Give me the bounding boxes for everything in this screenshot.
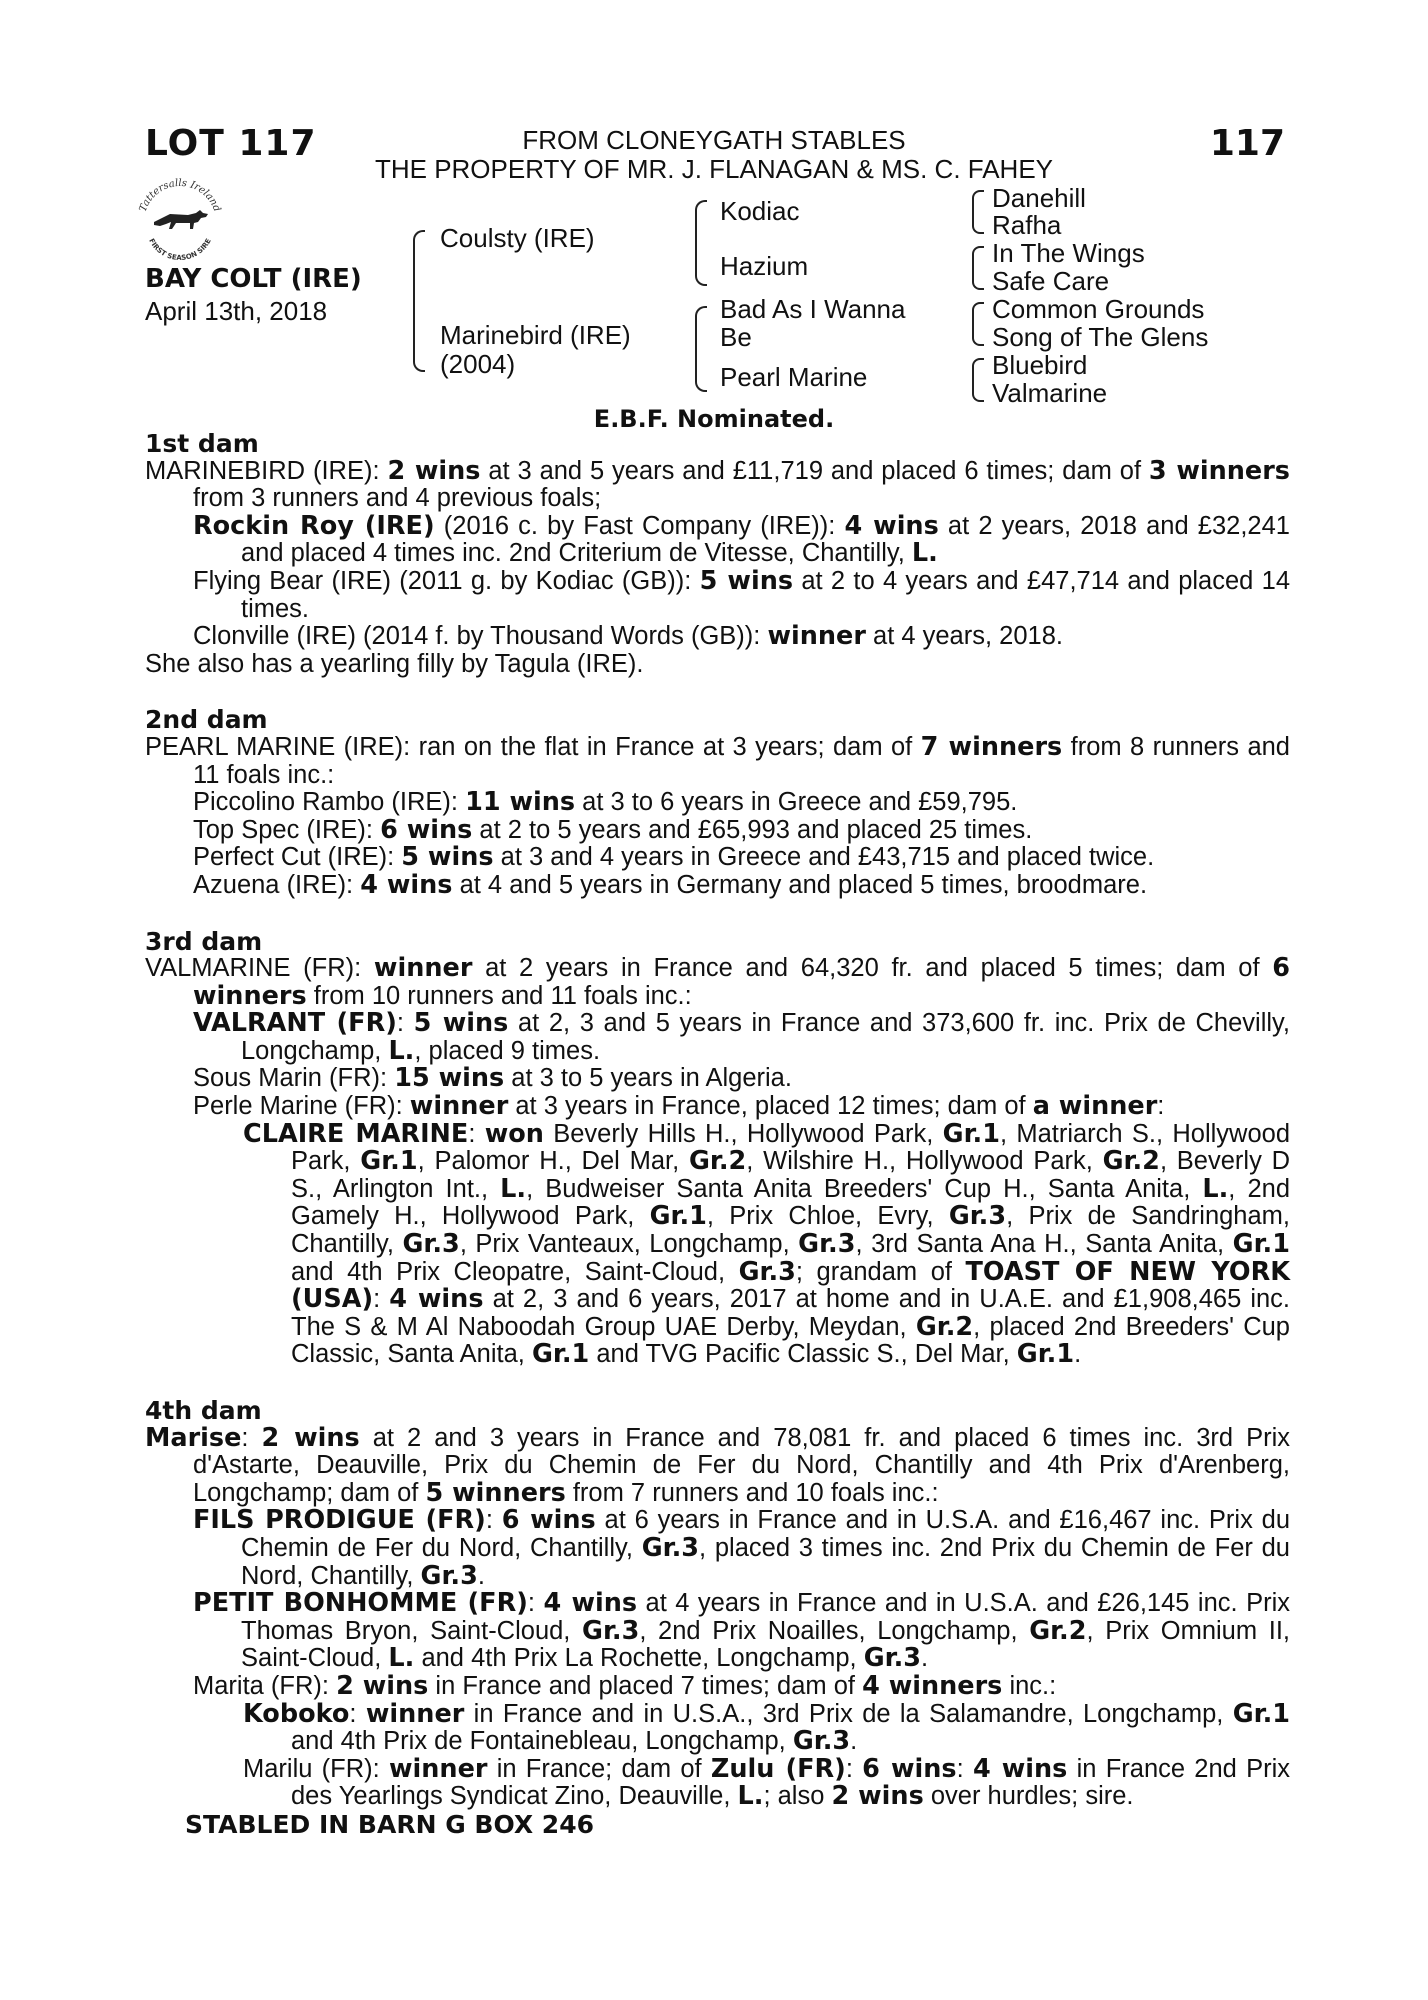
pedigree-brace-dam <box>695 306 707 392</box>
pedigree-sire-sire: Kodiac <box>720 196 800 226</box>
dam-entry: Marise: 2 wins at 2 and 3 years in France and 78,081 fr. and placed 6 times inc. 3rd Prix d'Astarte, Deauville, Prix du Chemin de Fer du Nord, Chantilly and 4th Prix d'Arenberg, Longchamp; dam of 5 winners from 7 runners and 10 foals inc.: <box>145 1422 1290 1508</box>
produce-entry: Clonville (IRE) (2014 f. by Thousand Words (GB)): winner at 4 years, 2018. <box>193 621 1063 652</box>
section-heading: 1st dam <box>145 429 259 458</box>
pedigree-brace-sd <box>972 246 984 290</box>
produce-entry: VALRANT (FR): 5 wins at 2, 3 and 5 years in France and 373,600 fr. inc. Prix de Chevilly, Longchamp, L., placed 9 times. <box>193 1008 1290 1066</box>
consignor-line: FROM CLONEYGATH STABLES <box>522 125 906 155</box>
pedigree-dam-dam: Pearl Marine <box>720 362 868 392</box>
dam-entry: PEARL MARINE (IRE): ran on the flat in France at 3 years; dam of 7 winners from 8 runners and 11 foals inc.: <box>145 731 1290 789</box>
section-heading: 4th dam <box>145 1396 262 1425</box>
pedigree-sire: Coulsty (IRE) <box>440 223 595 253</box>
produce-entry: Flying Bear (IRE) (2011 g. by Kodiac (GB)): 5 wins at 2 to 4 years and £47,714 and placed 14 times. <box>193 565 1291 623</box>
pedigree-dam-year: (2004) <box>440 349 516 379</box>
pedigree-brace-main <box>413 230 425 372</box>
dam-entry: VALMARINE (FR): winner at 2 years in France and 64,320 fr. and placed 5 times; dam of 6 winners from 10 runners and 11 foals inc.: <box>145 953 1290 1011</box>
pedigree-dam-sire-line1: Bad As I Wanna <box>720 294 906 324</box>
pedigree-sds: In The Wings <box>992 238 1145 268</box>
section-heading: 3rd dam <box>145 926 263 956</box>
grand-produce-entry: Koboko: winner in France and in U.S.A., 3rd Prix de la Salamandre, Longchamp, Gr.1 and 4th Prix de Fontainebleau, Longchamp, Gr.3. <box>243 1698 1291 1757</box>
pedigree-sss: Danehill <box>992 183 1086 213</box>
pedigree-dam: Marinebird (IRE) <box>440 320 631 350</box>
pedigree-brace-ds <box>972 302 984 346</box>
produce-entry: Sous Marin (FR): 15 wins at 3 to 5 years in Algeria. <box>193 1063 792 1094</box>
pedigree-dss: Common Grounds <box>992 294 1205 324</box>
pedigree-brace-dd <box>972 358 984 402</box>
pedigree-ddd: Valmarine <box>992 378 1108 408</box>
horse-title: BAY COLT (IRE) <box>145 264 362 294</box>
stabling-info: STABLED IN BARN G BOX 246 <box>185 1809 594 1839</box>
produce-entry: Perle Marine (FR): winner at 3 years in France, placed 12 times; dam of a winner: <box>193 1091 1165 1122</box>
section-heading: 2nd dam <box>145 705 268 735</box>
produce-entry: Azuena (IRE): 4 wins at 4 and 5 years in Germany and placed 5 times, broodmare. <box>193 869 1148 900</box>
pedigree-sdd: Safe Care <box>992 266 1110 296</box>
lot-number: 117 <box>1209 123 1285 164</box>
grand-produce-entry: Marilu (FR): winner in France; dam of Zulu (FR): 6 wins: 4 wins in France 2nd Prix des Yearlings Syndicat Zino, Deauville, L.; also 2 wins over hurdles; sire. <box>243 1753 1291 1812</box>
svg-text:FIRST SEASON SIRE <box>147 237 213 262</box>
catalogue-body <box>145 430 1290 1839</box>
grand-produce-entry: CLAIRE MARINE: won Beverly Hills H., Hollywood Park, Gr.1, Matriarch S., Hollywood Park, Gr.1, Palomor H., Del Mar, Gr.2, Wilshire H., Hollywood Park, Gr.2, Beverly D S., Arlington Int., L., Budweiser Santa Anita Breeders' Cup H., Santa Anita, L., 2nd Gamely H., Hollywood Park, Gr.1, Prix Chloe, Evry, Gr.3, Prix de Sandringham, Chantilly, Gr.3, Prix Vanteaux, Longchamp, Gr.3, 3rd Santa Ana H., Santa Anita, Gr.1 and 4th Prix Cleopatre, Saint-Cloud, Gr.3; grandam of TOAST OF NEW YORK (USA): 4 wins at 2, 3 and 6 years, 2017 at home and in U.A.E. and £1,908,465 inc. The S & M Al Naboodah Group UAE Derby, Meydan, Gr.2, placed 2nd Breeders' Cup Classic, Santa Anita, Gr.1 and TVG Pacific Classic S., Del Mar, Gr.1. <box>243 1118 1291 1370</box>
pedigree-ssd: Rafha <box>992 210 1062 240</box>
produce-note: She also has a yearling filly by Tagula (IRE). <box>145 649 644 678</box>
pedigree-brace-ss <box>972 190 984 234</box>
dam-entry: MARINEBIRD (IRE): 2 wins at 3 and 5 years and £11,719 and placed 6 times; dam of 3 winners from 3 runners and 4 previous foals; <box>145 455 1290 513</box>
produce-entry: Piccolino Rambo (IRE): 11 wins at 3 to 6 years in Greece and £59,795. <box>193 787 1018 818</box>
ebf-nominated: E.B.F. Nominated. <box>593 405 835 433</box>
property-line: THE PROPERTY OF MR. J. FLANAGAN & MS. C. FAHEY <box>374 154 1054 184</box>
pedigree-dsd: Song of The Glens <box>992 322 1209 352</box>
pedigree-dds: Bluebird <box>992 350 1088 380</box>
pedigree-dam-sire-line2: Be <box>720 322 752 352</box>
produce-entry: Marita (FR): 2 wins in France and placed 7 times; dam of 4 winners inc.: <box>193 1670 1057 1701</box>
pedigree-sire-dam: Hazium <box>720 251 809 281</box>
svg-text:Tattersalls Ireland <box>138 178 223 213</box>
first-season-sire-logo <box>130 170 230 270</box>
fox-icon <box>154 210 208 229</box>
produce-entry: FILS PRODIGUE (FR): 6 wins at 6 years in France and in U.S.A. and £16,467 inc. Prix du Chemin de Fer du Nord, Chantilly, Gr.3, placed 3 times inc. 2nd Prix du Chemin de Fer du Nord, Chantilly, Gr.3. <box>193 1505 1290 1591</box>
logo-text-bottom: FIRST SEASON SIRE <box>147 237 213 263</box>
foaling-date: April 13th, 2018 <box>145 296 328 326</box>
produce-entry: Top Spec (IRE): 6 wins at 2 to 5 years and £65,993 and placed 25 times. <box>193 814 1033 845</box>
logo-text-top: Tattersalls Ireland <box>137 177 223 214</box>
produce-entry: Rockin Roy (IRE) (2016 c. by Fast Company (IRE)): 4 wins at 2 years, 2018 and £32,241 and placed 4 times inc. 2nd Criterium de Vitesse, Chantilly, L. <box>193 510 1290 569</box>
pedigree-brace-sire <box>695 200 707 286</box>
lot-label: LOT 117 <box>145 123 317 164</box>
produce-entry: PETIT BONHOMME (FR): 4 wins at 4 years in France and in U.S.A. and £26,145 inc. Prix Thomas Bryon, Saint-Cloud, Gr.3, 2nd Prix Noailles, Longchamp, Gr.2, Prix Omnium II, Saint-Cloud, L. and 4th Prix La Rochette, Longchamp, Gr.3. <box>193 1588 1290 1674</box>
produce-entry: Perfect Cut (IRE): 5 wins at 3 and 4 years in Greece and £43,715 and placed twice. <box>193 842 1155 873</box>
